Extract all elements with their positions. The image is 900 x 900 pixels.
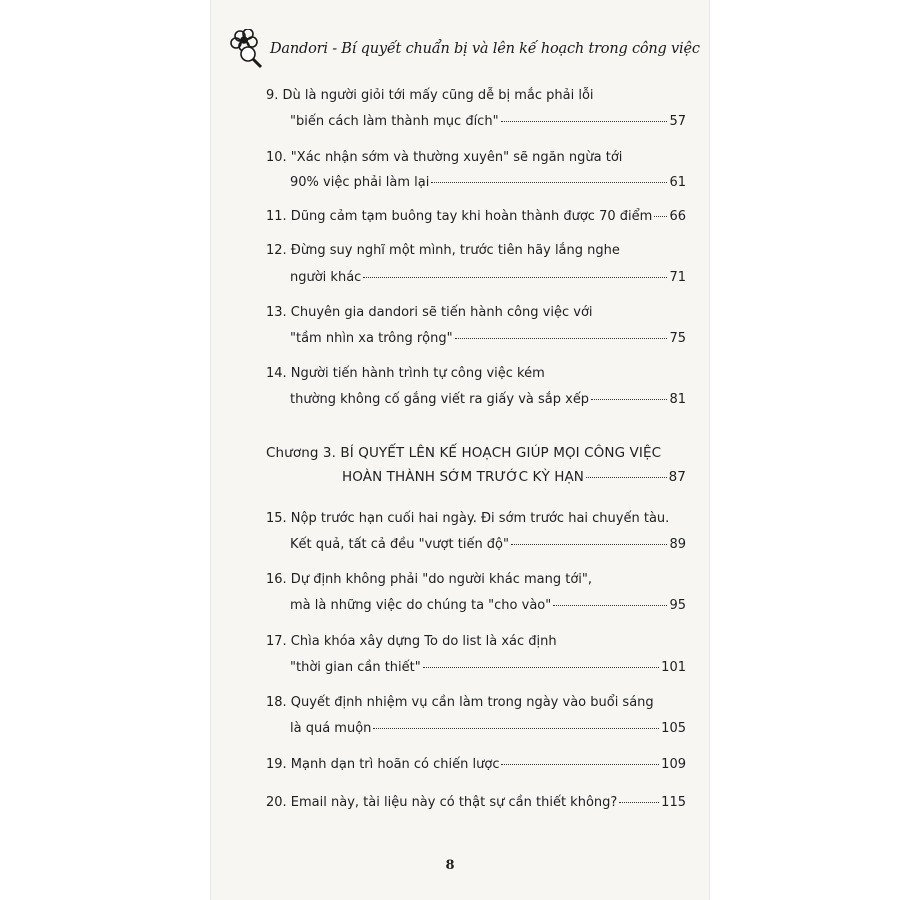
toc-entry-11[interactable] [266, 209, 686, 224]
toc-entry-17[interactable] [290, 660, 686, 675]
toc-entry-14-line-2: thường không cố gắng viết ra giấy và sắp xếp [290, 392, 590, 407]
toc-entry-18-line-2: là quá muộn [290, 721, 372, 736]
page-ref: 95 [669, 598, 686, 613]
page-ref: 101 [661, 660, 686, 675]
dot-leader [586, 477, 667, 478]
chapter-3-title-line-1: Chương 3. BÍ QUYẾT LÊN KẾ HOẠCH GIÚP MỌI CÔNG VIỆC [266, 445, 662, 461]
page-ref: 87 [668, 469, 686, 485]
toc-entry-12-line-2: người khác [290, 270, 362, 285]
flower-magnifier-icon [230, 29, 264, 69]
dot-leader [501, 764, 659, 765]
dot-leader [423, 667, 659, 668]
toc-entry-11-line-1: 11. Dũng cảm tạm buông tay khi hoàn thành được 70 điểm [266, 209, 653, 224]
toc-entry-18-line-1: 18. Quyết định nhiệm vụ cần làm trong ngày vào buổi sáng [266, 695, 654, 710]
toc-entry-16[interactable] [290, 598, 686, 613]
page-number: 8 [445, 858, 455, 873]
dot-leader [511, 544, 667, 545]
dot-leader [619, 802, 659, 803]
toc-entry-12-line-1: 12. Đừng suy nghĩ một mình, trước tiên hãy lắng nghe [266, 243, 620, 258]
page-ref: 105 [661, 721, 686, 736]
toc-entry-15[interactable] [290, 537, 686, 552]
dot-leader [591, 399, 667, 400]
dot-leader [553, 605, 667, 606]
dot-leader [363, 277, 667, 278]
page-ref: 75 [669, 331, 686, 346]
toc-entry-9-line-2: "biến cách làm thành mục đích" [290, 114, 499, 129]
page-ref: 66 [669, 209, 686, 224]
page-ref: 81 [669, 392, 686, 407]
book-title: Dandori - Bí quyết chuẩn bị và lên kế hoạch trong công việc [270, 41, 700, 57]
toc-entry-17-line-1: 17. Chìa khóa xây dựng To do list là xác định [266, 634, 557, 649]
toc-entry-15-line-2: Kết quả, tất cả đều "vượt tiến độ" [290, 537, 509, 552]
page-ref: 109 [661, 757, 686, 772]
page-ref: 71 [669, 270, 686, 285]
toc-entry-13-line-2: "tầm nhìn xa trông rộng" [290, 331, 453, 346]
page-ref: 89 [669, 537, 686, 552]
page-ref: 57 [669, 114, 686, 129]
toc-entry-13-line-1: 13. Chuyên gia dandori sẽ tiến hành công việc với [266, 305, 593, 320]
chapter-3-title-line-2: HOÀN THÀNH SỚM TRƯỚC KỲ HẠN [342, 469, 585, 485]
dot-leader [431, 182, 667, 183]
page-ref: 61 [669, 175, 686, 190]
toc-entry-19-line-1: 19. Mạnh dạn trì hoãn có chiến lược [266, 757, 500, 772]
toc-entry-20[interactable] [266, 795, 686, 810]
toc-entry-14-line-1: 14. Người tiến hành trình tự công việc kém [266, 366, 545, 381]
toc-entry-16-line-1: 16. Dự định không phải "do người khác mang tới", [266, 572, 592, 587]
toc-entry-18[interactable] [290, 721, 686, 736]
toc-entry-13[interactable] [290, 331, 686, 346]
toc-chapter-3[interactable] [342, 469, 686, 485]
dot-leader [455, 338, 668, 339]
toc-entry-16-line-2: mà là những việc do chúng ta "cho vào" [290, 598, 552, 613]
dot-leader [654, 216, 667, 217]
toc-entry-10-line-2: 90% việc phải làm lại [290, 175, 430, 190]
page-ref: 115 [661, 795, 686, 810]
toc-entry-15-line-1: 15. Nộp trước hạn cuối hai ngày. Đi sớm trước hai chuyến tàu. [266, 511, 670, 526]
toc-entry-19[interactable] [266, 757, 686, 772]
toc-entry-9[interactable] [290, 114, 686, 129]
dot-leader [501, 121, 668, 122]
dot-leader [373, 728, 659, 729]
toc-entry-9-line-1: 9. Dù là người giỏi tới mấy cũng dễ bị mắc phải lỗi [266, 88, 594, 103]
toc-entry-20-line-1: 20. Email này, tài liệu này có thật sự cần thiết không? [266, 795, 618, 810]
toc-entry-10[interactable] [290, 175, 686, 190]
toc-entry-17-line-2: "thời gian cần thiết" [290, 660, 421, 675]
toc-entry-12[interactable] [290, 270, 686, 285]
toc-entry-10-line-1: 10. "Xác nhận sớm và thường xuyên" sẽ ngăn ngừa tới [266, 150, 623, 165]
running-header [230, 26, 700, 72]
toc-entry-14[interactable] [290, 392, 686, 407]
